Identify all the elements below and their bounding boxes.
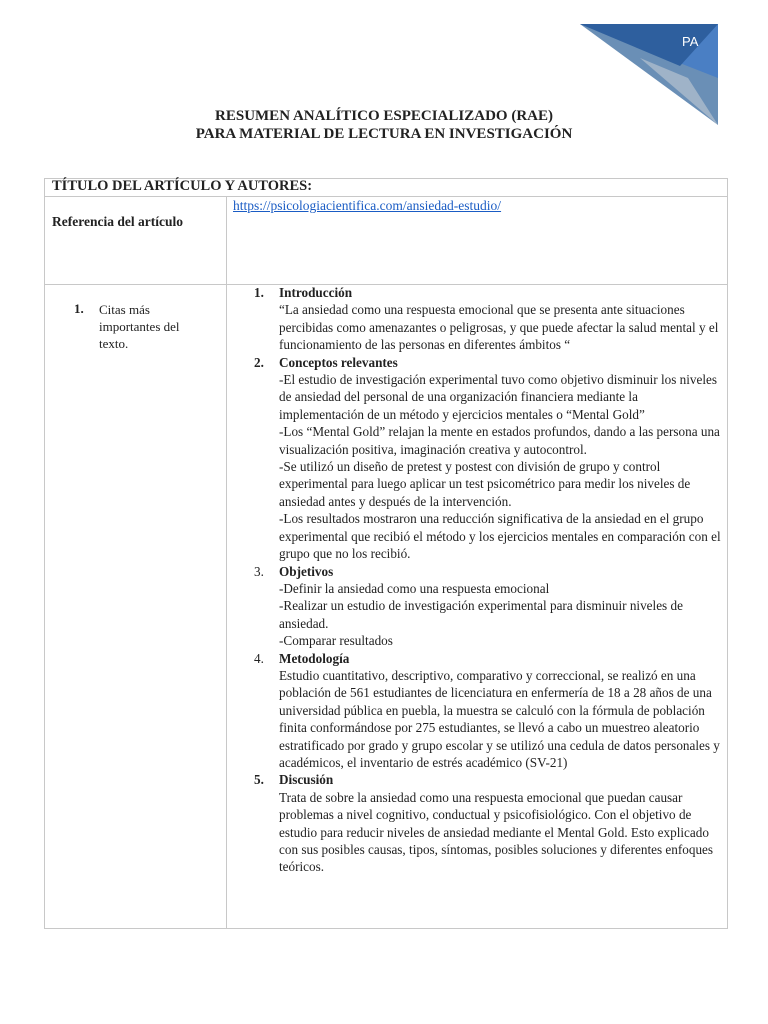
section-title: Metodología <box>279 650 350 666</box>
document-title-line-1: RESUMEN ANALÍTICO ESPECIALIZADO (RAE) <box>215 108 553 124</box>
left-item-label: Citas más importantes del texto. <box>99 302 180 351</box>
table-column-divider <box>226 196 227 929</box>
section-conceptos <box>254 354 724 563</box>
document-title-line-2: PARA MATERIAL DE LECTURA EN INVESTIGACIÓN <box>195 126 573 142</box>
section-number: 3. <box>254 563 264 579</box>
section-title: Introducción <box>279 285 353 300</box>
reference-label: Referencia del artículo <box>52 214 183 229</box>
section-text: -Comparar resultados <box>279 633 393 649</box>
left-item-number: 1. <box>74 301 84 316</box>
section-number: 2. <box>254 354 264 370</box>
sections-content <box>254 284 724 876</box>
section-title: Objetivos <box>279 563 334 579</box>
section-text: -Se utilizó un diseño de pretest y postest con división de grupo y control experimental para luego aplicar un test psicométrico para medir los niveles de ansiedad antes y después de la intervención. <box>279 459 691 509</box>
section-text: -Realizar un estudio de investigación experimental para disminuir niveles de ansiedad. <box>279 598 683 631</box>
section-metodologia <box>254 650 724 772</box>
section-text: Estudio cuantitativo, descriptivo, comparativo y correccional, se realizó en una población de 561 estudiantes de licenciatura en enfermería de 18 a 28 años de una universidad pública en puebla, la muestra se calculó con la fórmula de población finita conformándose por 275 estudiantes, se llevó a cabo un muestreo aleatorio estratificado por grado y grupo escolar y se utilizó una cedula de datos personales y académicos, el inventario de estrés académico (SV-21) <box>279 667 720 770</box>
section-title: Discusión <box>279 772 334 788</box>
section-text: -Los “Mental Gold” relajan la mente en estados profundos, dando a las persona una visualización positiva, imaginación creativa y autocontrol. <box>279 424 720 457</box>
section-text: -Definir la ansiedad como una respuesta emocional <box>279 580 550 596</box>
table-divider <box>44 196 728 197</box>
section-text: “La ansiedad como una respuesta emocional que se presenta ante situaciones percibidas como amenazantes o peligrosas, y que puede afectar la salud mental y el funcionamiento de las personas en diferentes ámbitos “ <box>279 302 719 353</box>
section-text: -El estudio de investigación experimental tuvo como objetivo disminuir los niveles de ansiedad del personal de una organización financiera mediante la implementación de un método y ejercicios mentales o “Mental Gold” <box>279 372 718 422</box>
section-discusion <box>254 771 724 875</box>
section-number: 4. <box>254 650 264 666</box>
section-title: Conceptos relevantes <box>279 354 398 370</box>
badge-label: PA <box>682 34 699 49</box>
section-number: 1. <box>254 285 264 300</box>
section-text: Trata de sobre la ansiedad como una respuesta emocional que puedan causar problemas a nivel cognitivo, conductual y psicofisiológico. Con el objetivo de estudio para reducir niveles de ansiedad mediante el Mental Gold. Esto explicado con sus posibles causas, tipos, síntomas, posibles soluciones y diferentes enfoques teóricos. <box>279 789 714 875</box>
section-objetivos <box>254 563 724 650</box>
section-text: -Los resultados mostraron una reducción significativa de la ansiedad en el grupo experimental que recibió el método y los ejercicios mentales en comparación con el grupo que no los recibió. <box>279 511 721 562</box>
reference-link[interactable]: https://psicologiacientifica.com/ansiedad-estudio/ <box>233 198 502 213</box>
table-header: TÍTULO DEL ARTÍCULO Y AUTORES: <box>52 178 313 194</box>
section-introduccion <box>254 284 724 354</box>
section-number: 5. <box>254 772 264 788</box>
